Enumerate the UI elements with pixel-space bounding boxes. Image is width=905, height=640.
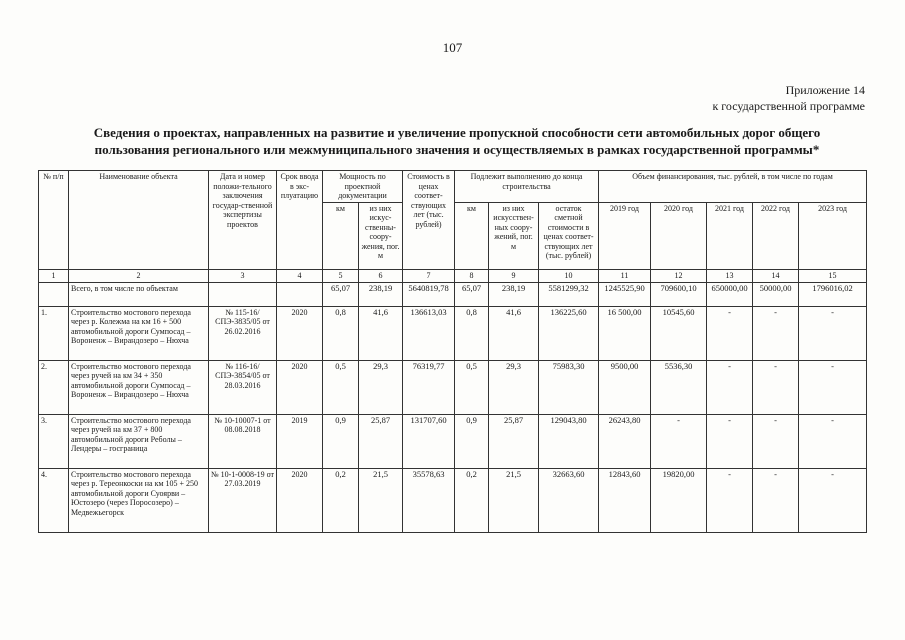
table-cell: 12843,60 <box>599 468 651 532</box>
col-number: 1 <box>39 270 69 283</box>
table-row <box>39 306 867 360</box>
table-cell: 0,9 <box>323 414 359 468</box>
table-cell: - <box>707 360 753 414</box>
col-number: 3 <box>209 270 277 283</box>
table-cell: 25,87 <box>359 414 403 468</box>
header-financing: Объем финансирования, тыс. рублей, в том числе по годам <box>599 171 867 203</box>
cell <box>209 282 277 306</box>
appendix-line-2: к государственной программе <box>712 99 865 113</box>
table-cell: - <box>799 468 867 532</box>
table-cell: 29,3 <box>489 360 539 414</box>
total-cell: 65,07 <box>455 282 489 306</box>
table-cell: 76319,77 <box>403 360 455 414</box>
col-number: 11 <box>599 270 651 283</box>
table-cell: 129043,80 <box>539 414 599 468</box>
table-cell: 0,2 <box>323 468 359 532</box>
total-cell: 650000,00 <box>707 282 753 306</box>
row-number: 3. <box>39 414 69 468</box>
total-cell: 50000,00 <box>753 282 799 306</box>
header-remain: остаток сметной стоимости в ценах соответ-ствующих лет (тыс. рублей) <box>539 202 599 270</box>
object-name: Строительство мостового перехода через р. Колежма на км 16 + 500 автомобильной дороги Сумпосад – Вороненж – Вирандозеро – Нюхча <box>69 306 209 360</box>
total-cell: 709600,10 <box>651 282 707 306</box>
total-cell: 1245525,90 <box>599 282 651 306</box>
expertise-date: № 10-1-0008-19 от 27.03.2019 <box>209 468 277 532</box>
table-cell: 5536,30 <box>651 360 707 414</box>
expertise-date: № 116-16/ СПЭ-3854/05 от 28.03.2016 <box>209 360 277 414</box>
table-cell: 35578,63 <box>403 468 455 532</box>
table-cell: 25,87 <box>489 414 539 468</box>
table-cell: 0,5 <box>455 360 489 414</box>
page-number: 107 <box>442 40 463 55</box>
table-cell: 16 500,00 <box>599 306 651 360</box>
cell <box>39 282 69 306</box>
header-art: из них искус-ственны-соору-жения, пог. м <box>359 202 403 270</box>
table-header-row-1 <box>39 171 867 203</box>
table-cell: 29,3 <box>359 360 403 414</box>
table-cell: - <box>707 414 753 468</box>
total-label: Всего, в том числе по объектам <box>69 282 209 306</box>
header-cost: Стоимость в ценах соответ-ствующих лет (тыс. рублей) <box>403 171 455 270</box>
table-cell: 0,2 <box>455 468 489 532</box>
table-cell: 0,8 <box>455 306 489 360</box>
col-number: 7 <box>403 270 455 283</box>
table-cell: - <box>707 468 753 532</box>
header-2022: 2022 год <box>753 202 799 270</box>
header-capacity: Мощность по проектной документации <box>323 171 403 203</box>
header-km-2: км <box>455 202 489 270</box>
expertise-date: № 115-16/ СПЭ-3835/05 от 26.02.2016 <box>209 306 277 360</box>
total-cell: 5640819,78 <box>403 282 455 306</box>
col-number: 4 <box>277 270 323 283</box>
header-done: Подлежит выполнению до конца строительства <box>455 171 599 203</box>
header-art-2: из них искусствен-ных соору-жений, пог. м <box>489 202 539 270</box>
col-number: 5 <box>323 270 359 283</box>
col-number: 14 <box>753 270 799 283</box>
table-cell: - <box>799 306 867 360</box>
table-cell: - <box>753 306 799 360</box>
table-cell: 10545,60 <box>651 306 707 360</box>
table-cell: 41,6 <box>489 306 539 360</box>
object-name: Строительство мостового перехода через р. Тереонкоски на км 105 + 250 автомобильной дороги Суоярви – Юстозеро (через Поросозеро) – Медвежьегорск <box>69 468 209 532</box>
col-number: 12 <box>651 270 707 283</box>
expertise-date: № 10-10007-1 от 08.08.2018 <box>209 414 277 468</box>
commission-term: 2019 <box>277 414 323 468</box>
header-no: № п/п <box>39 171 69 270</box>
cell <box>277 282 323 306</box>
col-number: 13 <box>707 270 753 283</box>
table-cell: - <box>707 306 753 360</box>
total-cell: 65,07 <box>323 282 359 306</box>
table-row <box>39 468 867 532</box>
table-cell: - <box>799 360 867 414</box>
document-title: Сведения о проектах, направленных на развитие и увеличение пропускной способности сети автомобильных дорог общего пользования регионального или межмуниципального значения и осуществляемых в рамках государственной программы* <box>93 125 821 157</box>
total-cell: 1796016,02 <box>799 282 867 306</box>
table-cell: 131707,60 <box>403 414 455 468</box>
header-name: Наименование объекта <box>69 171 209 270</box>
table-cell: 19820,00 <box>651 468 707 532</box>
table-cell: - <box>651 414 707 468</box>
object-name: Строительство мостового перехода через ручей на км 37 + 800 автомобильной дороги Реболы – Лендеры – госграница <box>69 414 209 468</box>
table-cell: 21,5 <box>489 468 539 532</box>
table-cell: 136225,60 <box>539 306 599 360</box>
commission-term: 2020 <box>277 360 323 414</box>
object-name: Строительство мостового перехода через ручей на км 34 + 350 автомобильной дороги Сумпосад – Вороненж – Вирандозеро – Нюхча <box>69 360 209 414</box>
header-km: км <box>323 202 359 270</box>
table-row <box>39 360 867 414</box>
commission-term: 2020 <box>277 306 323 360</box>
table-row <box>39 414 867 468</box>
header-term: Срок ввода в экс-плуатацию <box>277 171 323 270</box>
table-row-total <box>39 282 867 306</box>
header-2021: 2021 год <box>707 202 753 270</box>
row-number: 1. <box>39 306 69 360</box>
table-cell: 9500,00 <box>599 360 651 414</box>
col-number: 8 <box>455 270 489 283</box>
table-cell: - <box>753 360 799 414</box>
total-cell: 238,19 <box>489 282 539 306</box>
table-cell: 21,5 <box>359 468 403 532</box>
table-cell: 0,5 <box>323 360 359 414</box>
projects-table <box>38 170 867 533</box>
header-2019: 2019 год <box>599 202 651 270</box>
table-cell: 0,8 <box>323 306 359 360</box>
header-date: Дата и номер положи-тельного заключения государ-ственной экспертизы проектов <box>209 171 277 270</box>
table-cell: - <box>753 468 799 532</box>
table-cell: - <box>753 414 799 468</box>
col-number: 2 <box>69 270 209 283</box>
table-cell: 136613,03 <box>403 306 455 360</box>
appendix-label <box>712 82 865 114</box>
table-cell: 26243,80 <box>599 414 651 468</box>
appendix-line-1: Приложение 14 <box>785 83 865 97</box>
row-number: 4. <box>39 468 69 532</box>
header-2023: 2023 год <box>799 202 867 270</box>
col-number: 10 <box>539 270 599 283</box>
table-cell: 41,6 <box>359 306 403 360</box>
table-cell: - <box>799 414 867 468</box>
table-cell: 0,9 <box>455 414 489 468</box>
col-number: 9 <box>489 270 539 283</box>
table-cell: 75983,30 <box>539 360 599 414</box>
col-number: 6 <box>359 270 403 283</box>
total-cell: 238,19 <box>359 282 403 306</box>
col-number: 15 <box>799 270 867 283</box>
total-cell: 5581299,32 <box>539 282 599 306</box>
table-cell: 32663,60 <box>539 468 599 532</box>
row-number: 2. <box>39 360 69 414</box>
column-number-row <box>39 270 867 283</box>
commission-term: 2020 <box>277 468 323 532</box>
header-2020: 2020 год <box>651 202 707 270</box>
